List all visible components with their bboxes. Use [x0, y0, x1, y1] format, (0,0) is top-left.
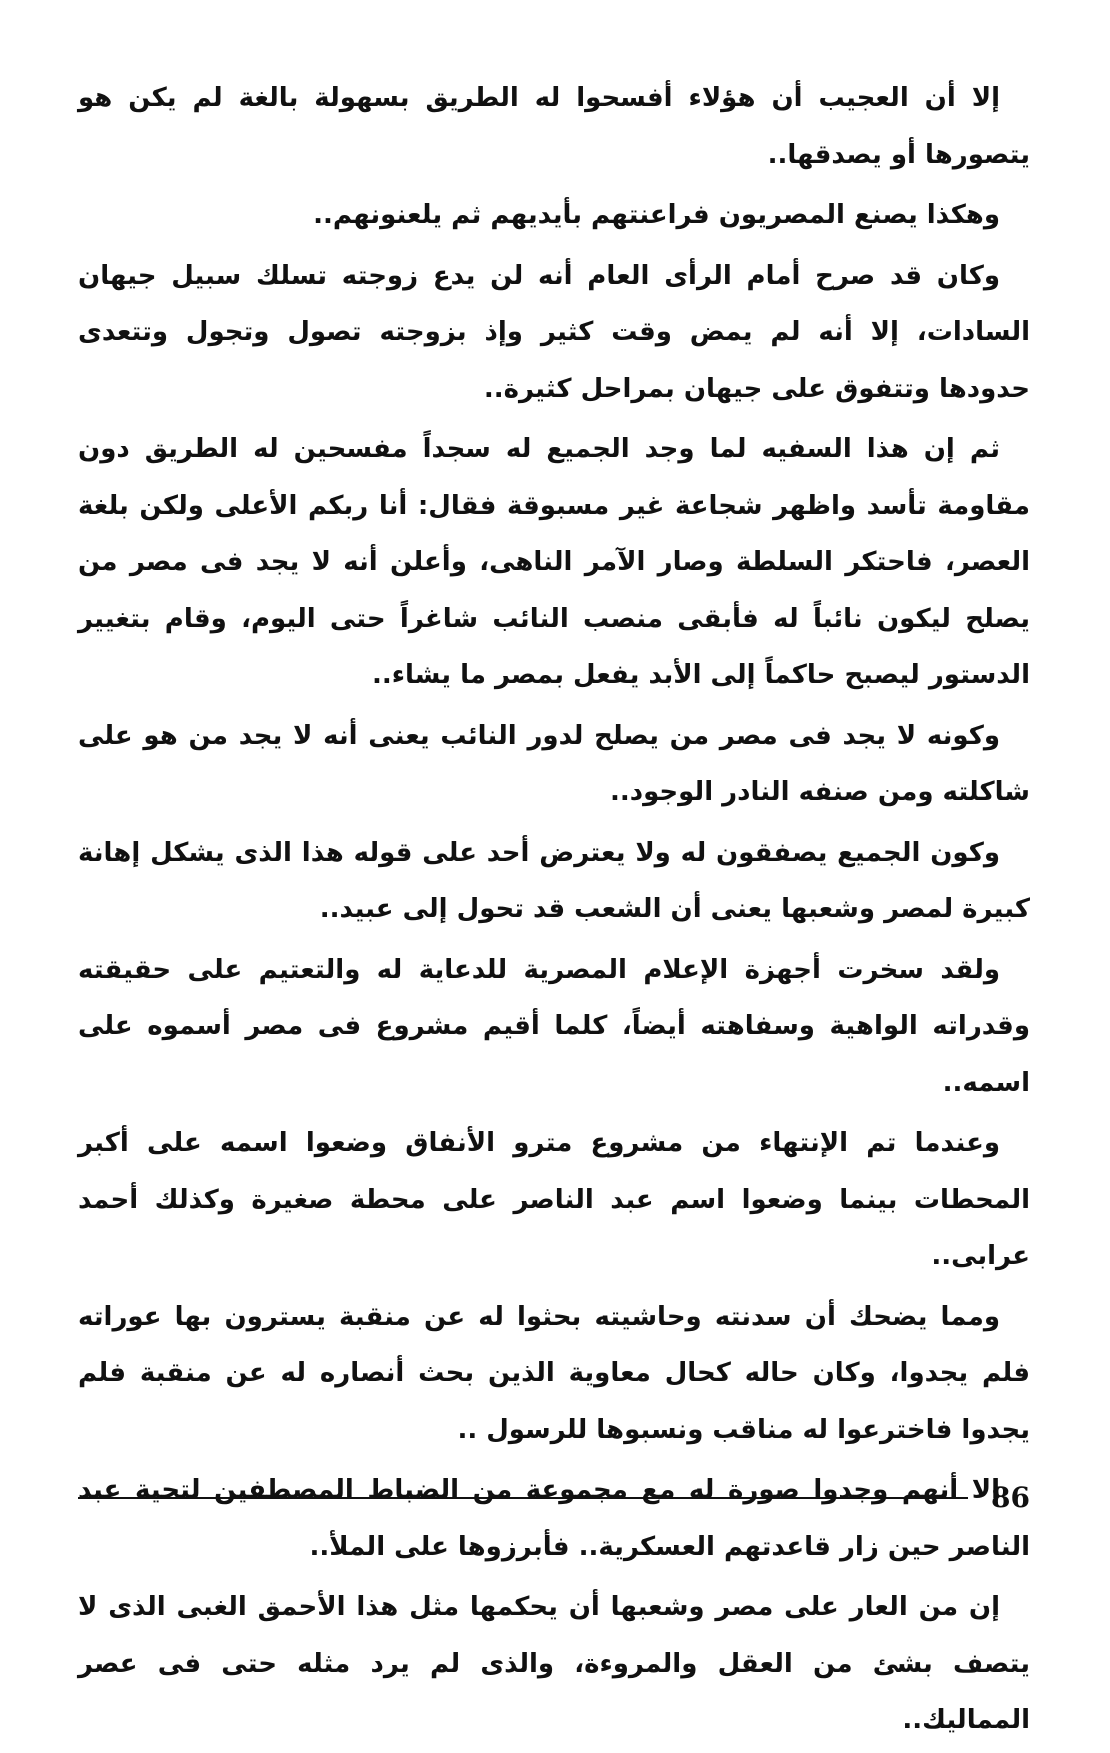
paragraph: ولقد سخرت أجهزة الإعلام المصرية للدعاية له والتعتيم على حقيقته وقدراته الواهية وسفاهته أيضاً، كلما أقيم مشروع فى مصر أسموه على اسمه..	[78, 954, 1030, 1098]
paragraph: ثم إن هذا السفيه لما وجد الجميع له سجداً مفسحين له الطريق دون مقاومة تأسد واظهر شجاعة غير مسبوقة فقال: أنا ربكم الأعلى ولكن بلغة العصر، فاحتكر السلطة وصار الآمر الناهى، وأعلن أنه لا يجد فى مصر من يصلح ليكون نائباً له فأبقى منصب النائب شاغراً حتى اليوم، وقام بتغيير الدستور ليصبح حاكماً إلى الأبد يفعل بمصر ما يشاء..	[78, 434, 1030, 690]
page-number: 86	[991, 1481, 1030, 1514]
paragraph: إلا أنهم وجدوا صورة له مع مجموعة من الضباط المصطفين لتحية عبد الناصر حين زار قاعدتهم العسكرية.. فأبرزوها على الملأ..	[78, 1475, 1030, 1562]
paragraph: إن من العار على مصر وشعبها أن يحكمها مثل هذا الأحمق الغبى الذى لا يتصف بشئ من العقل والمروءة، والذى لم يرد مثله حتى فى عصر المماليك..	[78, 1592, 1030, 1735]
paragraph: إلا أن العجيب أن هؤلاء أفسحوا له الطريق بسهولة بالغة لم يكن هو يتصورها أو يصدقها..	[78, 83, 1030, 170]
paragraph: وكان قد صرح أمام الرأى العام أنه لن يدع زوجته تسلك سبيل جيهان السادات، إلا أنه لم يمض وقت كثير وإذ بزوجته تصول وتجول وتتعدى حدودها وتتفوق على جيهان بمراحل كثيرة..	[78, 260, 1030, 404]
footer-rule	[78, 1497, 968, 1499]
page-footer	[78, 1478, 1030, 1518]
paragraph: ومما يضحك أن سدنته وحاشيته بحثوا له عن منقبة يسترون بها عوراته فلم يجدوا، وكان حاله كحال معاوية الذين بحث أنصاره له عن منقبة فلم يجدوا فاخترعوا له مناقب ونسبوها للرسول ..	[78, 1301, 1030, 1445]
paragraph: وكون الجميع يصفقون له ولا يعترض أحد على قوله هذا الذى يشكل إهانة كبيرة لمصر وشعبها يعنى أن الشعب قد تحول إلى عبيد..	[78, 837, 1030, 924]
paragraph: وكونه لا يجد فى مصر من يصلح لدور النائب يعنى أنه لا يجد من هو على شاكلته ومن صنفه النادر الوجود..	[78, 720, 1030, 807]
paragraph: وعندما تم الإنتهاء من مشروع مترو الأنفاق وضعوا اسمه على أكبر المحطات بينما وضعوا اسم عبد الناصر على محطة صغيرة وكذلك أحمد عرابى..	[78, 1128, 1030, 1271]
paragraph: وهكذا يصنع المصريون فراعنتهم بأيديهم ثم يلعنونهم..	[313, 200, 1000, 230]
